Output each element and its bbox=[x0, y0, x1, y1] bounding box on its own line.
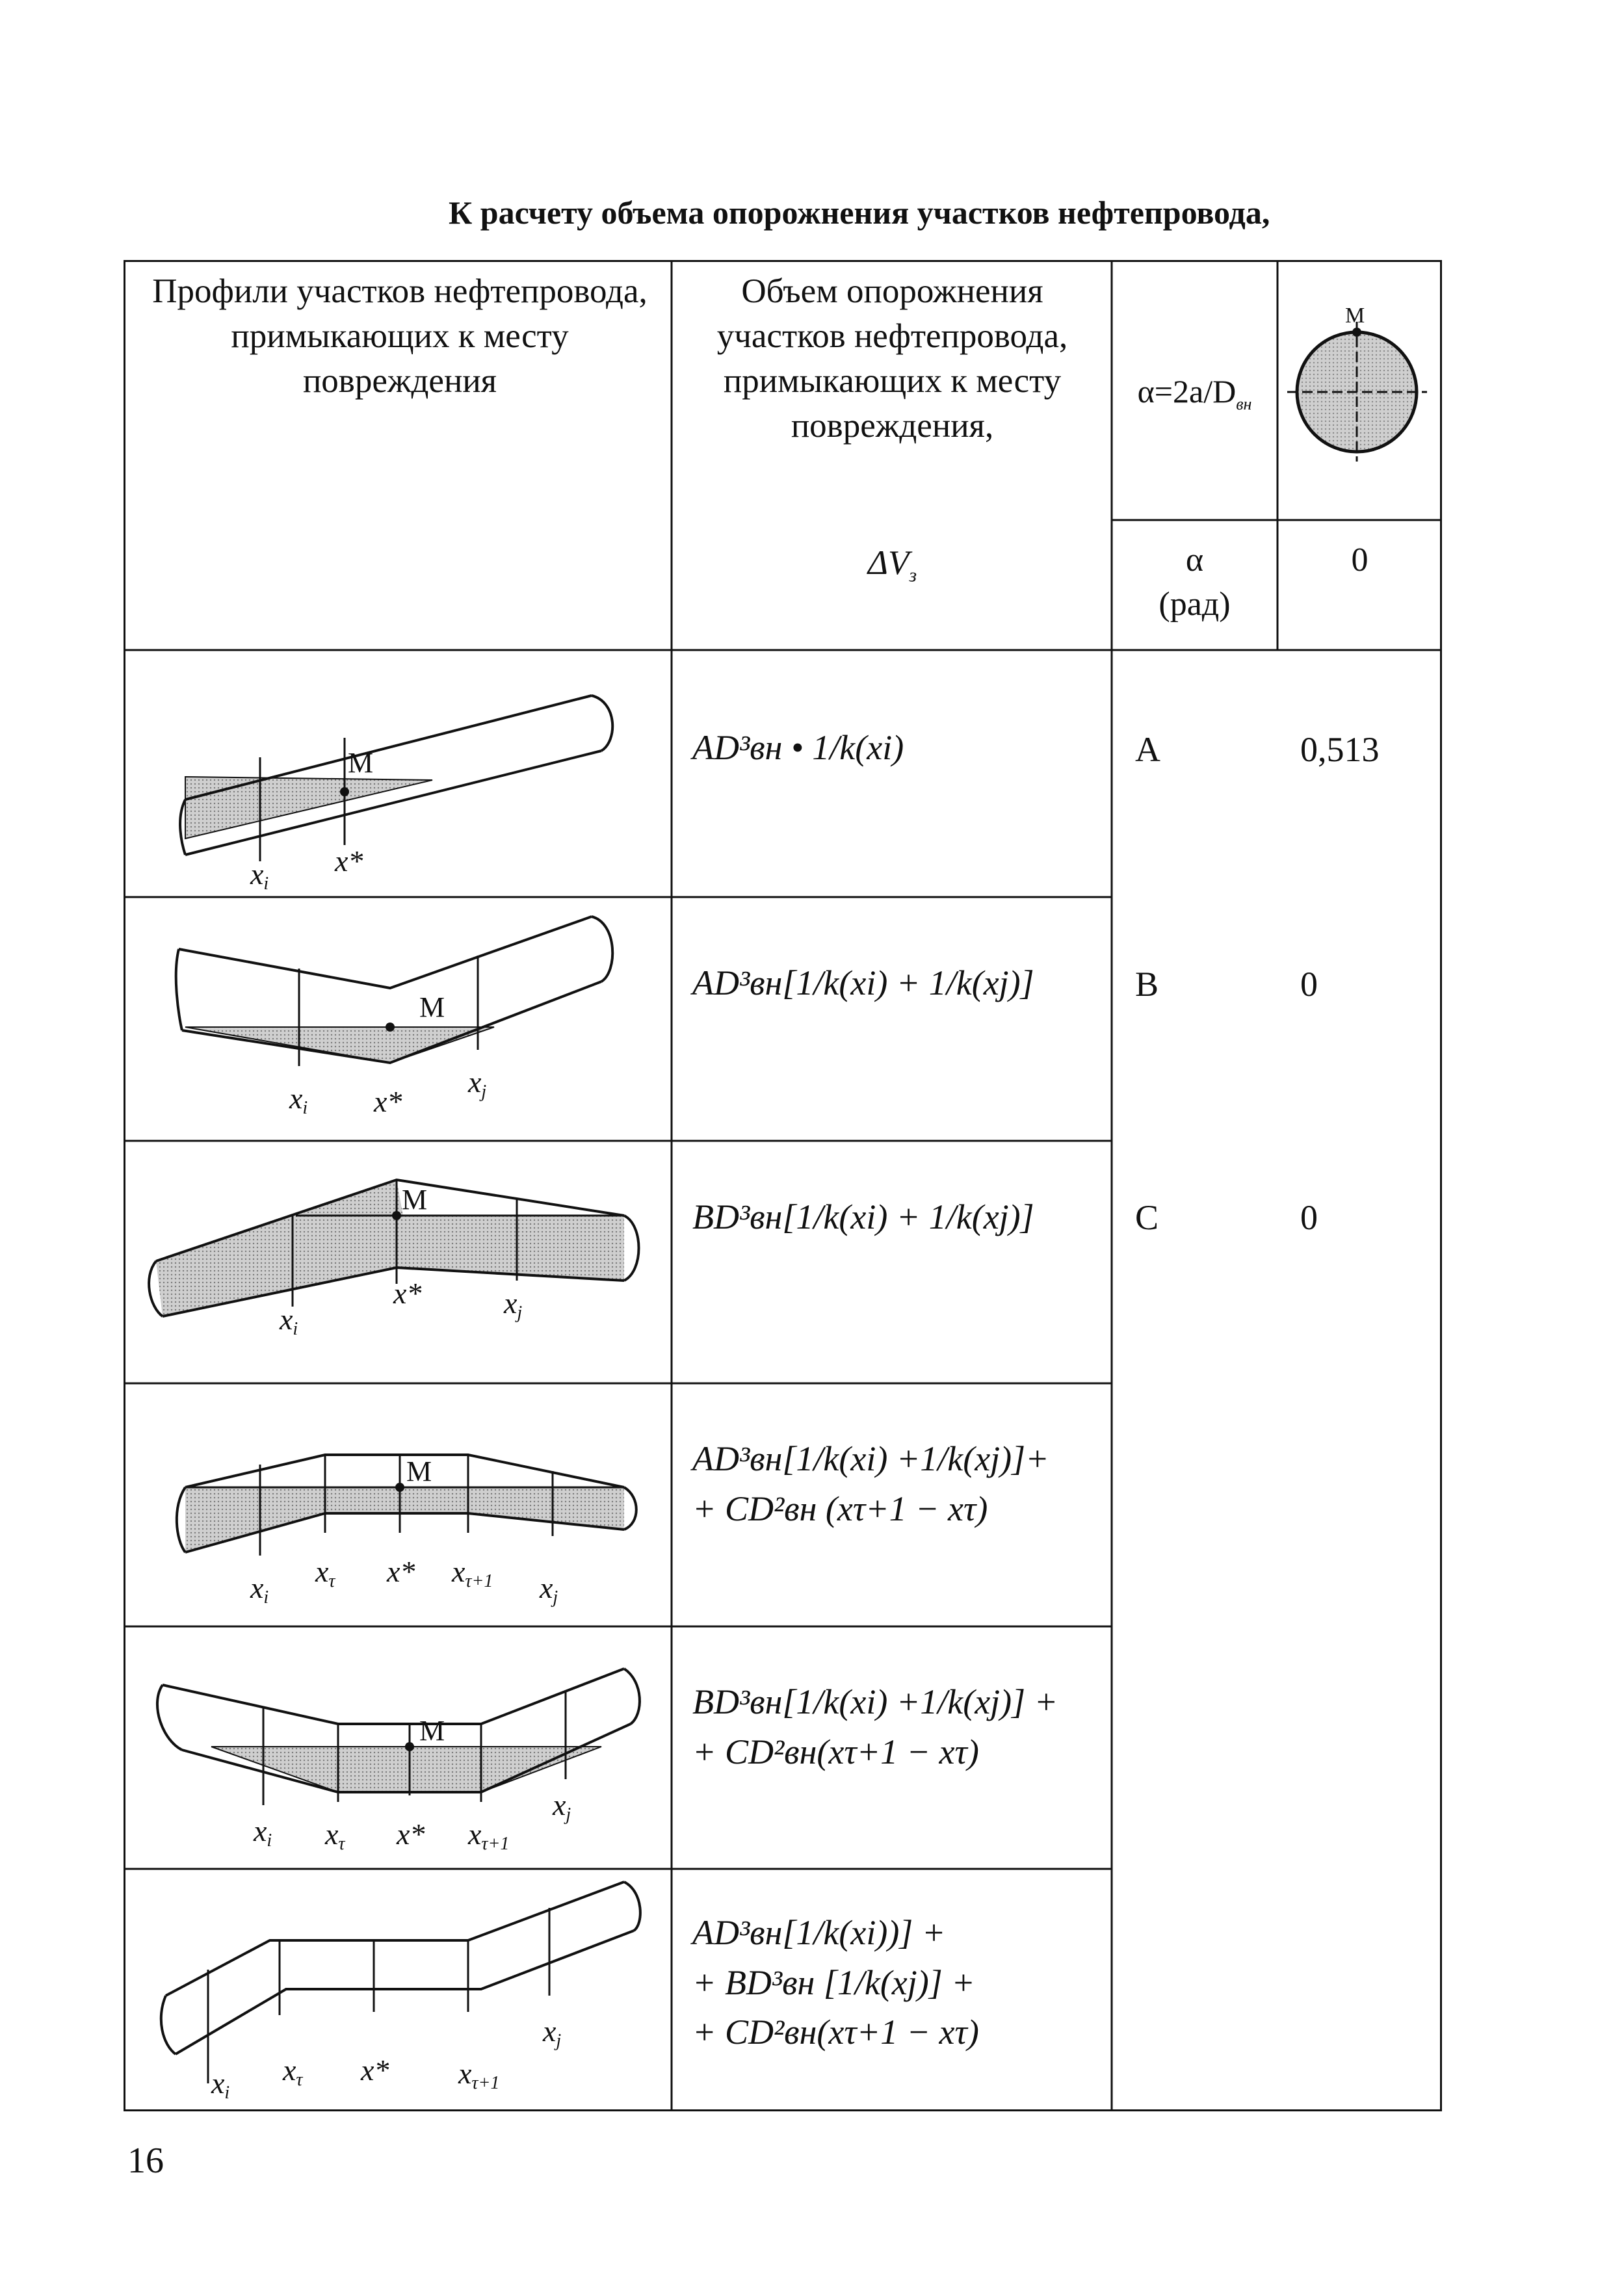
label-xi: xi bbox=[250, 1571, 269, 1608]
formula-row-3 bbox=[692, 1192, 1034, 1242]
coef-value-c: 0 bbox=[1300, 1198, 1318, 1237]
profile-diagram-5 bbox=[124, 1626, 672, 1869]
formula-row-2 bbox=[692, 958, 1034, 1008]
calculation-table bbox=[124, 260, 1442, 2111]
label-xtau-plus-1: xτ+1 bbox=[468, 1818, 510, 1854]
formula-line: BD³вн[1/k(xi) + 1/k(xj)] bbox=[692, 1197, 1034, 1236]
coef-value-b: 0 bbox=[1300, 965, 1318, 1004]
label-xtau-plus-1: xτ+1 bbox=[458, 2057, 500, 2093]
formula-line: AD³вн[1/k(xi) +1/k(xj)]+ bbox=[692, 1439, 1049, 1478]
label-x-star: x* bbox=[361, 2053, 389, 2087]
label-xj: xj bbox=[468, 1065, 487, 1102]
label-x-star: x* bbox=[374, 1085, 402, 1118]
coef-label-b: B bbox=[1135, 965, 1159, 1004]
formula-line: AD³вн[1/k(xi) + 1/k(xj)] bbox=[692, 963, 1034, 1002]
volume-column-header: Объем опорожнения участков нефтепровода, примыкающих к месту повреждения, bbox=[716, 272, 1068, 445]
formula-line: BD³вн[1/k(xi) +1/k(xj)] + bbox=[692, 1682, 1058, 1721]
svg-text:М: М bbox=[406, 1455, 432, 1487]
coef-label-a: A bbox=[1135, 730, 1160, 769]
point-m bbox=[1352, 328, 1361, 337]
label-xj: xj bbox=[504, 1286, 523, 1323]
formula-line: + CD²вн(xτ+1 − xτ) bbox=[692, 2013, 979, 2052]
alpha-unit: (рад) bbox=[1159, 585, 1231, 623]
label-xj: xj bbox=[553, 1788, 571, 1825]
formula-row-1 bbox=[692, 723, 904, 773]
label-xi: xi bbox=[250, 857, 269, 894]
label-x-star: x* bbox=[397, 1818, 425, 1851]
svg-text:М: М bbox=[402, 1184, 428, 1216]
label-xi: xi bbox=[280, 1303, 298, 1339]
svg-text:М: М bbox=[419, 1715, 445, 1747]
label-x-star: x* bbox=[387, 1555, 415, 1588]
formula-row-6 bbox=[692, 1908, 979, 2057]
label-xtau: xτ bbox=[283, 2053, 303, 2090]
formula-line: AD³вн • 1/k(xi) bbox=[692, 728, 904, 767]
formula-row-4 bbox=[692, 1434, 1049, 1533]
label-xtau: xτ bbox=[325, 1818, 345, 1854]
svg-text:М: М bbox=[348, 747, 374, 779]
formula-row-5 bbox=[692, 1677, 1058, 1777]
profile-diagram-2 bbox=[124, 897, 672, 1141]
alpha-value: 0 bbox=[1351, 541, 1369, 579]
coef-value-a: 0,513 bbox=[1300, 730, 1380, 769]
page-number: 16 bbox=[127, 2141, 164, 2181]
label-xi: xi bbox=[254, 1814, 272, 1851]
alpha-label-cell bbox=[1112, 538, 1277, 626]
formula-line: + CD²вн(xτ+1 − xτ) bbox=[692, 1732, 979, 1771]
label-xtau-plus-1: xτ+1 bbox=[452, 1555, 493, 1591]
volume-symbol: $\Delta V_з$ bbox=[867, 544, 917, 586]
label-x-star: x* bbox=[393, 1277, 422, 1310]
profile-diagram-6 bbox=[124, 1869, 672, 2111]
profiles-column-header: Профили участков нефтепровода, примыкающих к месту повреждения bbox=[152, 272, 648, 400]
label-xi: xi bbox=[289, 1082, 308, 1118]
profile-diagram-4 bbox=[124, 1383, 672, 1626]
alpha-label: α bbox=[1185, 541, 1204, 579]
formula-line: AD³вн[1/k(xi))] + bbox=[692, 1913, 946, 1952]
label-xj: xj bbox=[540, 1571, 558, 1608]
pipe-cross-section bbox=[1277, 260, 1442, 520]
formula-line: + CD²вн (xτ+1 − xτ) bbox=[692, 1489, 988, 1528]
profile-diagram-3 bbox=[124, 1141, 672, 1383]
circle-label-m: М bbox=[1345, 304, 1365, 328]
alpha-formula: $\alpha=2a/D_{вн}$ bbox=[1137, 373, 1252, 413]
formula-line: + BD³вн [1/k(xj)] + bbox=[692, 1962, 975, 2002]
svg-text:М: М bbox=[419, 991, 445, 1023]
coef-label-c: C bbox=[1135, 1198, 1159, 1237]
label-xi: xi bbox=[211, 2066, 230, 2103]
profile-diagram-1 bbox=[124, 650, 672, 897]
label-xj: xj bbox=[543, 2014, 562, 2051]
page-title: К расчету объема опорожнения участков нефтепровода, bbox=[449, 194, 1270, 231]
label-x-star: x* bbox=[335, 844, 363, 878]
label-xtau: xτ bbox=[315, 1555, 335, 1591]
